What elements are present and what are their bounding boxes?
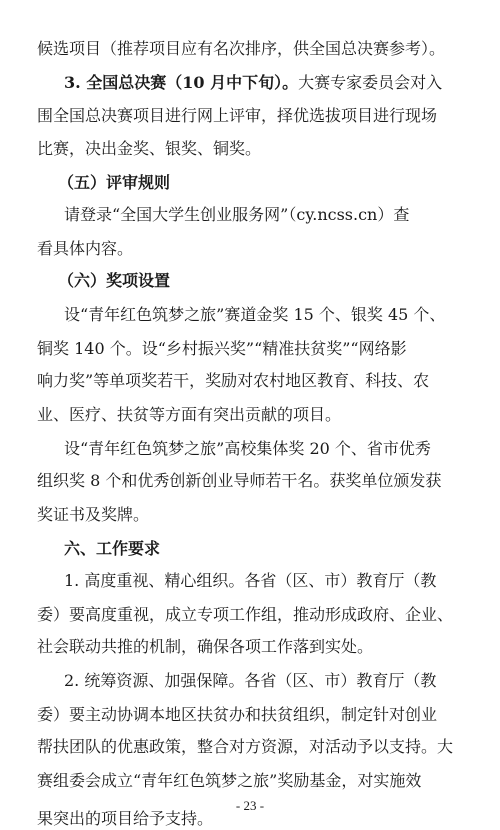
paragraph-line: 组织奖 8 个和优秀创新创业导师若干名。获奖单位颁发获 <box>37 471 442 490</box>
section-heading-review-rules: （五）评审规则 <box>58 173 171 192</box>
list-item-requirement-1 <box>64 570 500 592</box>
list-item-requirement-2 <box>64 670 500 692</box>
list-item-text: 各省（区、市）教育厅（教 <box>244 671 437 690</box>
paragraph-line: 赛组委会成立“青年红色筑梦之旅”奖励基金，对实施效 <box>37 771 422 790</box>
paragraph-line: 帮扶团队的优惠政策，整合对方资源，对活动予以支持。大 <box>37 737 454 756</box>
paragraph-line: 委）要高度重视，成立专项工作组，推动形成政府、企业、 <box>37 605 454 624</box>
paragraph-line: 果突出的项目给予支持。 <box>37 809 214 828</box>
section-heading-work-requirements: 六、工作要求 <box>64 539 161 558</box>
paragraph-line: 比赛，决出金奖、银奖、铜奖。 <box>37 139 262 158</box>
paragraph-line: 候选项目（推荐项目应有名次排序，供全国总决赛参考）。 <box>37 39 446 58</box>
paragraph-line: 委）要主动协调本地区扶贫办和扶贫组织，制定针对创业 <box>37 705 438 724</box>
list-item-heading: 2. 统筹资源、加强保障。 <box>64 671 245 690</box>
paragraph-line: 围全国总决赛项目进行网上评审，择优选拔项目进行现场 <box>37 106 438 125</box>
paragraph-line: 设“青年红色筑梦之旅”高校集体奖 20 个、省市优秀 <box>64 439 431 458</box>
list-item-text: 大赛专家委员会对入 <box>298 73 443 92</box>
list-item-heading: 1. 高度重视、精心组织。 <box>64 571 245 590</box>
paragraph-line: 响力奖”等单项奖若干，奖励对农村地区教育、科技、农 <box>37 371 430 390</box>
paragraph-line: 奖证书及奖牌。 <box>37 505 150 524</box>
paragraph-line: 业、医疗、扶贫等方面有突出贡献的项目。 <box>37 405 342 424</box>
list-item-final-round <box>64 72 500 94</box>
list-item-text: 各省（区、市）教育厅（教 <box>244 571 437 590</box>
paragraph-line: 社会联动共推的机制，确保各项工作落到实处。 <box>37 637 374 656</box>
list-item-heading: 3. 全国总决赛（10 月中下旬）。 <box>64 73 299 92</box>
paragraph-line: 设“青年红色筑梦之旅”赛道金奖 15 个、银奖 45 个、 <box>64 305 446 324</box>
paragraph-line: 请登录“全国大学生创业服务网”（cy.ncss.cn）查 <box>64 205 410 224</box>
section-heading-awards: （六）奖项设置 <box>58 271 171 290</box>
paragraph-line: 铜奖 140 个。设“乡村振兴奖”“精准扶贫奖”“网络影 <box>37 339 407 358</box>
paragraph-line: 看具体内容。 <box>37 239 134 258</box>
page-number: - 23 - <box>235 798 265 813</box>
